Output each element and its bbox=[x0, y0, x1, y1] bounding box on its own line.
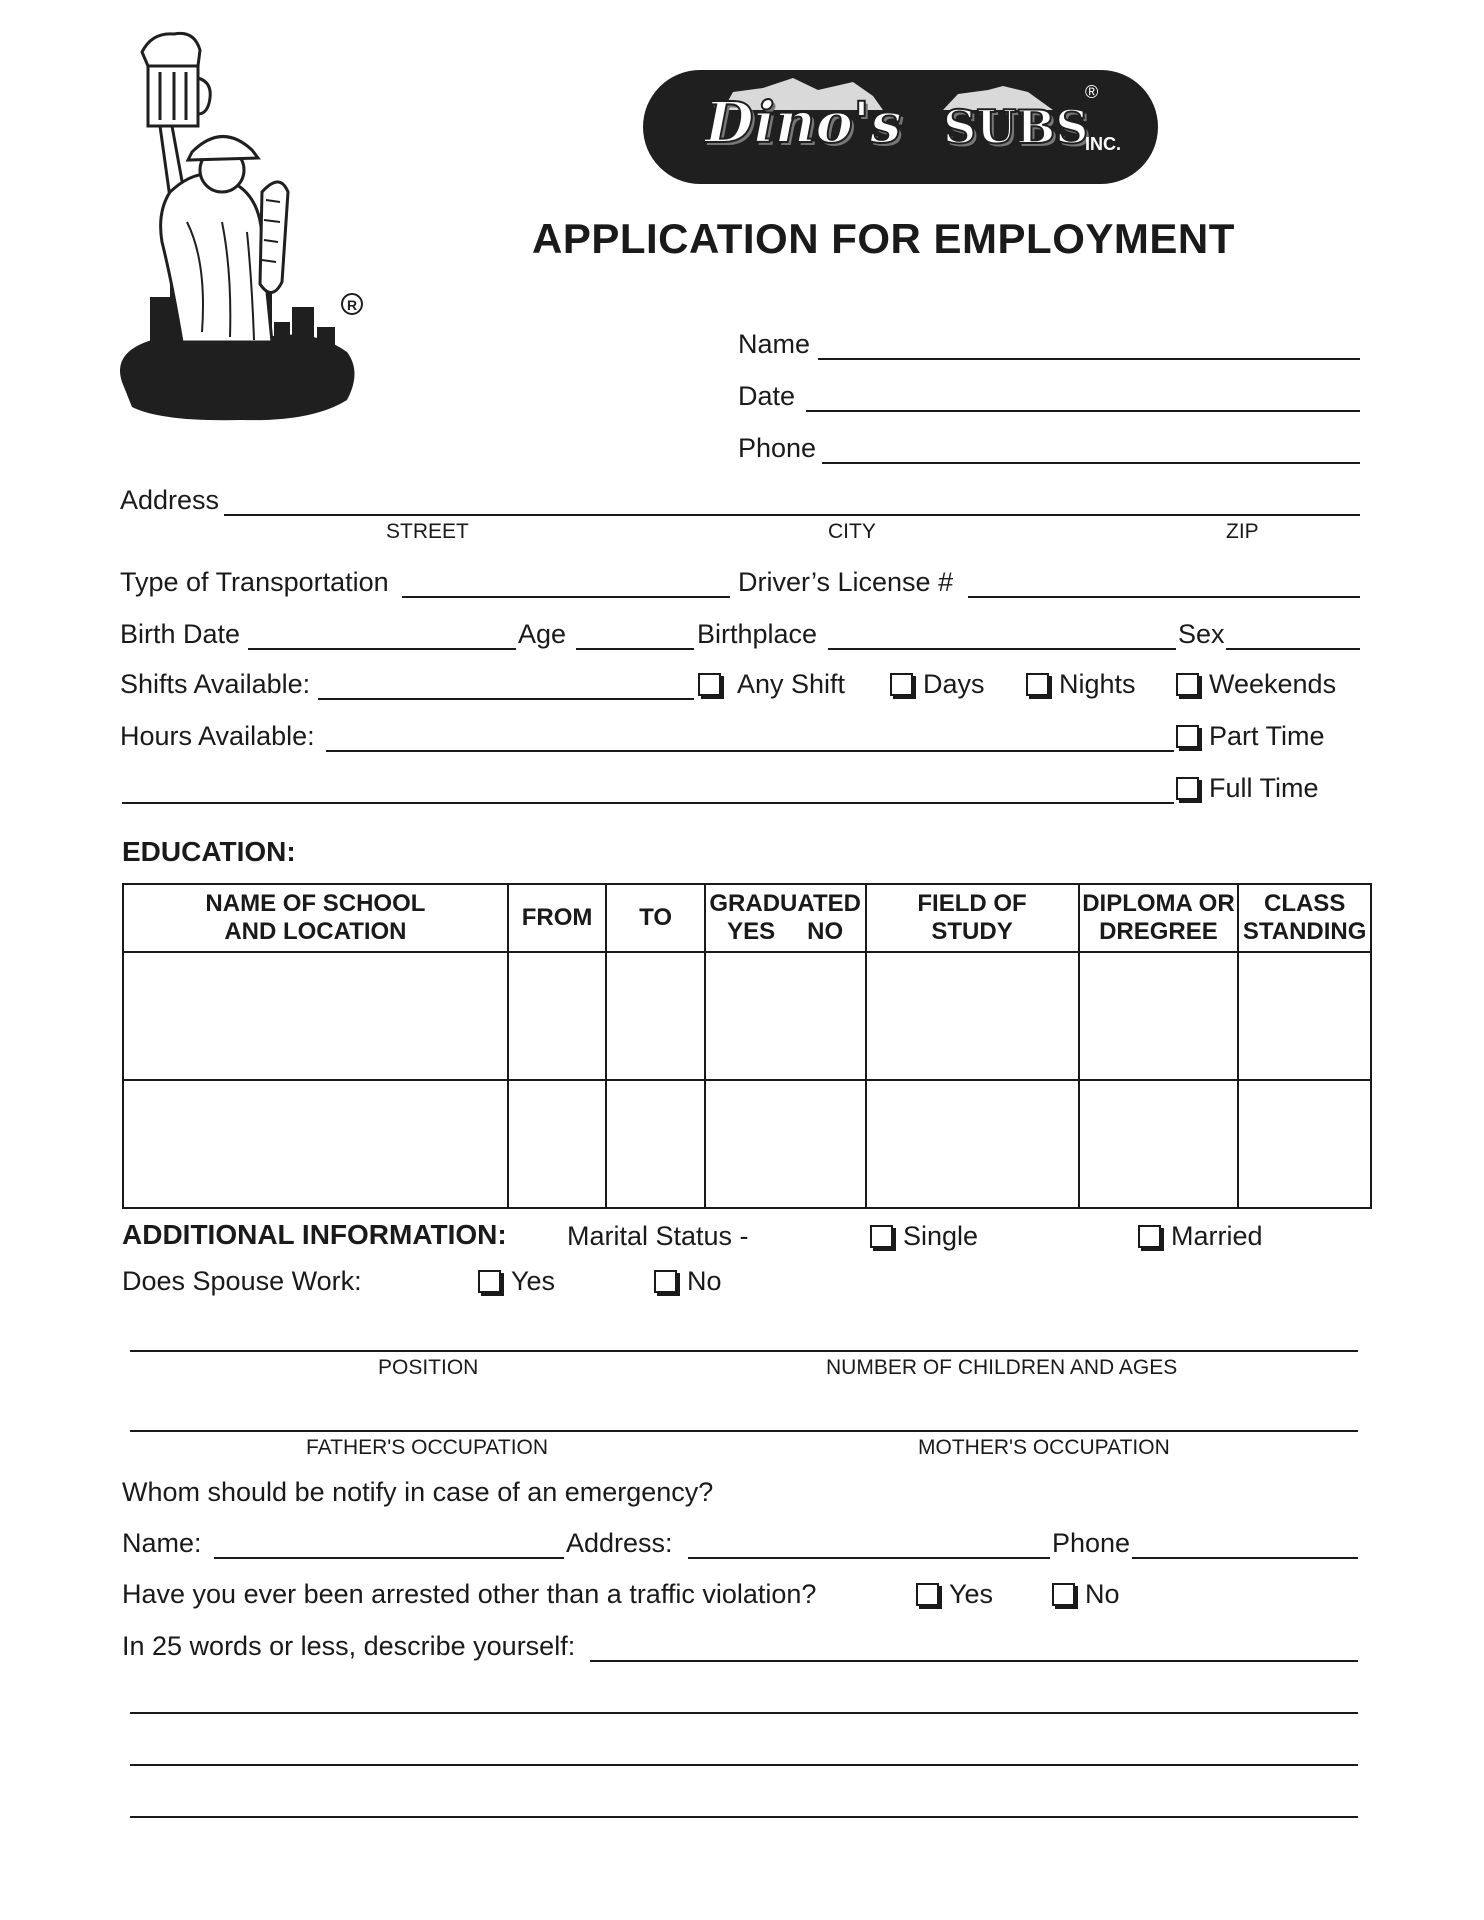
checkbox-box[interactable] bbox=[698, 673, 721, 696]
part-time-checkbox[interactable] bbox=[1176, 720, 1325, 752]
birthplace-label: Birthplace bbox=[697, 619, 818, 649]
shifts-available-field[interactable] bbox=[318, 698, 694, 700]
from-column-header: FROM bbox=[508, 884, 606, 952]
logo-registered-mark: ® bbox=[1085, 82, 1099, 102]
describe-yourself-label: In 25 words or less, describe yourself: bbox=[122, 1631, 576, 1661]
birthplace-field[interactable] bbox=[828, 648, 1176, 650]
emergency-name-label: Name: bbox=[122, 1528, 202, 1558]
emergency-question: Whom should be notify in case of an emergency? bbox=[122, 1477, 714, 1507]
city-caption: CITY bbox=[828, 520, 876, 543]
table-row bbox=[123, 952, 1371, 1080]
table-cell[interactable] bbox=[866, 952, 1079, 1080]
checkbox-box[interactable] bbox=[870, 1225, 893, 1248]
shifts-available-label: Shifts Available: bbox=[120, 669, 311, 699]
mother-occupation-caption: MOTHER'S OCCUPATION bbox=[918, 1436, 1170, 1459]
checkbox-box[interactable] bbox=[916, 1583, 939, 1606]
birth-date-label: Birth Date bbox=[120, 619, 241, 649]
class-header-line-2: STANDING bbox=[1242, 918, 1367, 945]
describe-yourself-field[interactable] bbox=[590, 1660, 1358, 1662]
date-label: Date bbox=[738, 381, 796, 411]
sex-label: Sex bbox=[1178, 619, 1225, 649]
hours-available-field[interactable] bbox=[326, 750, 1174, 752]
table-cell[interactable] bbox=[606, 1080, 704, 1208]
position-caption: POSITION bbox=[378, 1356, 479, 1379]
hours-available-label: Hours Available: bbox=[120, 721, 315, 751]
describe-yourself-field-2[interactable] bbox=[130, 1712, 1358, 1714]
class-column-header bbox=[1238, 884, 1371, 952]
address-field[interactable] bbox=[224, 514, 1360, 516]
describe-yourself-field-3[interactable] bbox=[130, 1764, 1358, 1766]
emergency-phone-field[interactable] bbox=[1132, 1557, 1358, 1559]
education-header-row bbox=[123, 884, 1371, 952]
days-label: Days bbox=[923, 669, 985, 699]
checkbox-box[interactable] bbox=[1176, 673, 1199, 696]
checkbox-box[interactable] bbox=[890, 673, 913, 696]
transportation-label: Type of Transportation bbox=[120, 567, 389, 597]
arrested-no-label: No bbox=[1085, 1579, 1120, 1609]
emergency-address-label: Address: bbox=[566, 1528, 673, 1558]
dinos-subs-logo bbox=[643, 70, 1158, 184]
hours-available-field-2[interactable] bbox=[122, 802, 1174, 804]
checkbox-box[interactable] bbox=[1138, 1225, 1161, 1248]
table-cell[interactable] bbox=[1079, 1080, 1239, 1208]
checkbox-box[interactable] bbox=[1026, 673, 1049, 696]
graduated-yes-no bbox=[706, 918, 865, 946]
emergency-address-field[interactable] bbox=[688, 1557, 1050, 1559]
table-cell[interactable] bbox=[705, 952, 866, 1080]
full-time-checkbox[interactable] bbox=[1176, 772, 1319, 804]
to-column-header: TO bbox=[606, 884, 704, 952]
field-header-line-2: STUDY bbox=[931, 918, 1013, 945]
birth-date-field[interactable] bbox=[248, 648, 516, 650]
sex-field[interactable] bbox=[1226, 648, 1360, 650]
married-label: Married bbox=[1171, 1221, 1263, 1251]
checkbox-box[interactable] bbox=[1176, 777, 1199, 800]
nights-checkbox[interactable] bbox=[1026, 668, 1136, 700]
graduated-yes: YES bbox=[727, 918, 776, 945]
table-row bbox=[123, 1080, 1371, 1208]
spouse-yes-checkbox[interactable] bbox=[478, 1265, 555, 1297]
page-title: APPLICATION FOR EMPLOYMENT bbox=[532, 215, 1235, 262]
name-label: Name bbox=[738, 329, 811, 359]
emergency-name-field[interactable] bbox=[214, 1557, 564, 1559]
zip-caption: ZIP bbox=[1226, 520, 1259, 543]
single-checkbox[interactable] bbox=[870, 1220, 978, 1252]
field-header-line-1: FIELD OF bbox=[917, 890, 1027, 917]
spouse-work-label: Does Spouse Work: bbox=[122, 1266, 362, 1296]
class-header-line-1: CLASS bbox=[1263, 890, 1346, 917]
graduated-no: NO bbox=[807, 918, 844, 945]
table-cell[interactable] bbox=[508, 952, 606, 1080]
table-cell[interactable] bbox=[1238, 952, 1371, 1080]
married-checkbox[interactable] bbox=[1138, 1220, 1263, 1252]
date-field[interactable] bbox=[806, 410, 1360, 412]
any-shift-label: Any Shift bbox=[737, 669, 846, 699]
describe-yourself-field-4[interactable] bbox=[130, 1816, 1358, 1818]
table-cell[interactable] bbox=[705, 1080, 866, 1208]
school-header-line-1: NAME OF SCHOOL bbox=[205, 890, 426, 917]
street-caption: STREET bbox=[386, 520, 469, 543]
table-cell[interactable] bbox=[1079, 952, 1239, 1080]
arrested-yes-label: Yes bbox=[949, 1579, 994, 1609]
children-caption: NUMBER OF CHILDREN AND AGES bbox=[826, 1356, 1178, 1379]
table-cell[interactable] bbox=[508, 1080, 606, 1208]
education-table bbox=[122, 883, 1372, 1209]
drivers-license-field[interactable] bbox=[968, 596, 1360, 598]
name-field[interactable] bbox=[818, 358, 1360, 360]
emergency-phone-label: Phone bbox=[1052, 1528, 1131, 1558]
weekends-checkbox[interactable] bbox=[1176, 668, 1336, 700]
logo-inc: INC. bbox=[1085, 134, 1121, 154]
spouse-no-label: No bbox=[687, 1266, 722, 1296]
part-time-label: Part Time bbox=[1209, 721, 1325, 751]
full-time-label: Full Time bbox=[1209, 773, 1319, 803]
address-label: Address bbox=[120, 485, 220, 515]
school-column-header bbox=[123, 884, 508, 952]
arrested-yes-checkbox[interactable] bbox=[916, 1578, 993, 1610]
diploma-header-line-1: DIPLOMA OR bbox=[1082, 890, 1235, 917]
phone-field[interactable] bbox=[822, 462, 1360, 464]
phone-label: Phone bbox=[738, 433, 817, 463]
weekends-label: Weekends bbox=[1209, 669, 1337, 699]
spouse-yes-label: Yes bbox=[511, 1266, 556, 1296]
drivers-license-label: Driver’s License # bbox=[738, 567, 954, 597]
field-column-header bbox=[866, 884, 1079, 952]
days-checkbox[interactable] bbox=[890, 668, 985, 700]
checkbox-box[interactable] bbox=[478, 1270, 501, 1293]
age-field[interactable] bbox=[576, 648, 694, 650]
svg-text:R: R bbox=[346, 297, 358, 313]
single-label: Single bbox=[903, 1221, 979, 1251]
table-cell[interactable] bbox=[606, 952, 704, 1080]
statue-mascot-logo bbox=[112, 22, 372, 442]
arrested-question: Have you ever been arrested other than a traffic violation? bbox=[122, 1579, 817, 1609]
education-heading: EDUCATION: bbox=[122, 836, 296, 867]
school-header-line-2: AND LOCATION bbox=[224, 918, 407, 945]
graduated-column-header bbox=[705, 884, 866, 952]
age-label: Age bbox=[518, 619, 567, 649]
marital-status-label: Marital Status - bbox=[567, 1221, 749, 1251]
checkbox-box[interactable] bbox=[654, 1270, 677, 1293]
table-cell[interactable] bbox=[123, 1080, 508, 1208]
diploma-header-line-2: DREGREE bbox=[1099, 918, 1218, 945]
table-cell[interactable] bbox=[1238, 1080, 1371, 1208]
transportation-field[interactable] bbox=[402, 596, 730, 598]
table-cell[interactable] bbox=[866, 1080, 1079, 1208]
any-shift-checkbox[interactable] bbox=[698, 668, 845, 700]
additional-info-heading: ADDITIONAL INFORMATION: bbox=[122, 1219, 507, 1250]
graduated-header-line: GRADUATED bbox=[709, 890, 861, 917]
position-children-field[interactable] bbox=[130, 1350, 1358, 1352]
diploma-column-header bbox=[1079, 884, 1239, 952]
table-cell[interactable] bbox=[123, 952, 508, 1080]
father-occupation-caption: FATHER'S OCCUPATION bbox=[306, 1436, 549, 1459]
spouse-no-checkbox[interactable] bbox=[654, 1265, 722, 1297]
checkbox-box[interactable] bbox=[1176, 725, 1199, 748]
logo-word-dinos: Dino's bbox=[705, 90, 902, 156]
logo-word-subs: SUBS bbox=[943, 100, 1089, 154]
arrested-no-checkbox[interactable] bbox=[1052, 1578, 1120, 1610]
nights-label: Nights bbox=[1059, 669, 1136, 699]
checkbox-box[interactable] bbox=[1052, 1583, 1075, 1606]
parents-occupation-field[interactable] bbox=[130, 1430, 1358, 1432]
